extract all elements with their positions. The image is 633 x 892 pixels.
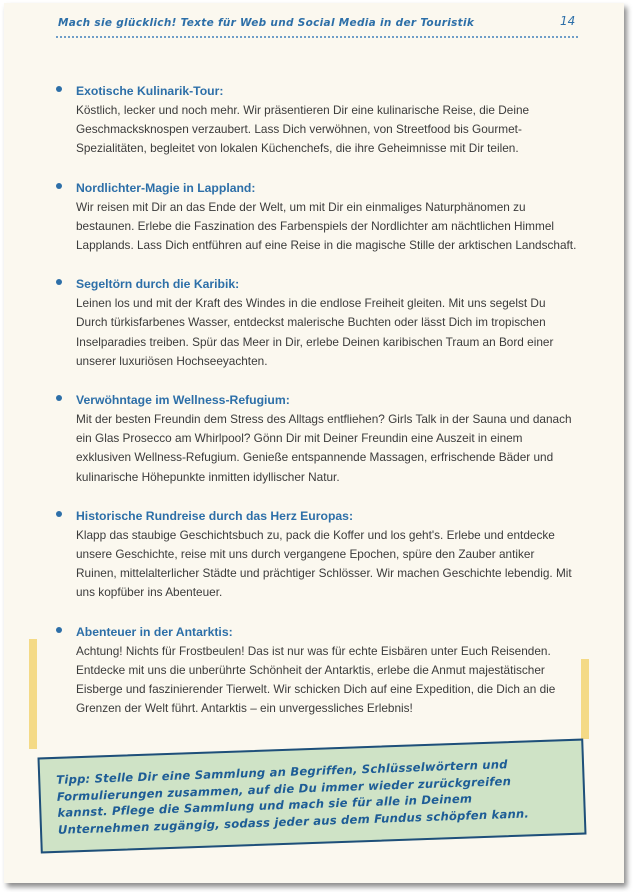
tour-description: Mit der besten Freundin dem Stress des Alltags entfliehen? Girls Talk in der Sauna und danach ein Glas Prosecco am Whirlpool? Gönn Dir mit Deiner Freundin eine Auszeit in einem exklusiven Wellness-Refugium. Genieße entspannende Massagen, erfrischende Bäder und kulinarische Höhepunkte inmitten idyllischer Natur. bbox=[76, 412, 572, 484]
running-head: Mach sie glücklich! Texte für Web und Social Media in der Touristik bbox=[58, 17, 475, 29]
tip-text: Tipp: Stelle Dir eine Sammlung an Begriffen, Schlüsselwörtern und Formulierungen zusammen, auf die Du immer wieder zurückgreifen kannst. Pflege die Sammlung und mach sie für alle in Deinem Unternehmen zugängig, sodass jeder aus dem Fundus schöpfen kann. bbox=[56, 757, 530, 837]
tip-box bbox=[37, 739, 586, 854]
book-page bbox=[4, 3, 624, 883]
tour-title: Historische Rundreise durch das Herz Europas: bbox=[76, 508, 353, 523]
list-item bbox=[56, 81, 578, 159]
tour-list bbox=[56, 81, 578, 718]
tour-title: Nordlichter-Magie in Lappland: bbox=[76, 180, 256, 195]
list-item bbox=[56, 390, 578, 487]
list-item bbox=[56, 274, 578, 371]
list-item bbox=[56, 178, 578, 256]
tour-description: Wir reisen mit Dir an das Ende der Welt, um mit Dir ein einmaliges Naturphänomen zu bestaunen. Erlebe die Faszination des Farbenspiels der Nordlichter am nächtlichen Himmel Lapplands. Lass Dich entführen auf eine Reise in die magische Stille der arktischen Landschaft. bbox=[76, 199, 577, 253]
page-number: 14 bbox=[560, 14, 576, 28]
list-item bbox=[56, 622, 578, 719]
bullet-icon bbox=[56, 279, 62, 285]
bullet-icon bbox=[56, 86, 62, 92]
bullet-icon bbox=[56, 627, 62, 633]
list-item bbox=[56, 506, 578, 603]
header-divider bbox=[56, 36, 578, 38]
tour-description: Leinen los und mit der Kraft des Windes in die endlose Freiheit gleiten. Mit uns segelst Du Durch türkisfarbenes Wasser, entdeckst malerische Buchten oder lässt Dich im tropischen Inselparadies treiben. Spür das Meer in Dir, erlebe Deinen karibischen Traum an Bord einer unserer luxuriösen Hochseeyachten. bbox=[76, 296, 554, 368]
bullet-icon bbox=[56, 395, 62, 401]
tour-description: Klapp das staubige Geschichtsbuch zu, pack die Koffer und los geht's. Erlebe und entdecke unsere Geschichte, reise mit uns durch vergangene Epochen, spüre den Zauber antiker Ruinen, mittelalterlicher Städte und prächtiger Schlösser. Wir machen Geschichte lebendig. Mit uns kopfüber ins Abenteuer. bbox=[76, 527, 572, 600]
tour-title: Segeltörn durch die Karibik: bbox=[76, 277, 240, 292]
tour-title: Exotische Kulinarik-Tour: bbox=[76, 84, 224, 98]
tour-title: Abenteuer in der Antarktis: bbox=[76, 624, 233, 639]
bullet-icon bbox=[56, 183, 62, 189]
tour-title: Verwöhntage im Wellness-Refugium: bbox=[76, 393, 290, 408]
margin-highlight-left bbox=[29, 639, 37, 749]
bullet-icon bbox=[56, 511, 62, 517]
margin-highlight-right bbox=[581, 659, 589, 739]
tour-description: Achtung! Nichts für Frostbeulen! Das ist nur was für echte Eisbären unter Euch Reisenden. Entdecke mit uns die unberührte Schönheit der Antarktis, erlebe die Anmut majestätischer Eisberge und faszinierender Tierwelt. Wir schicken Dich auf eine Expedition, die Dich an die Grenzen der Welt führt. Antarktis – ein unvergessliches Erlebnis! bbox=[76, 643, 556, 716]
tour-description: Köstlich, lecker und noch mehr. Wir präsentieren Dir eine kulinarische Reise, die Deine Geschmacksknospen verzaubert. Lass Dich verwöhnen, von Streetfood bis Gourmet-Spezialitäten, begleitet von lokalen Küchenchefs, die ihre Geheimnisse mit Dir teilen. bbox=[76, 103, 530, 156]
